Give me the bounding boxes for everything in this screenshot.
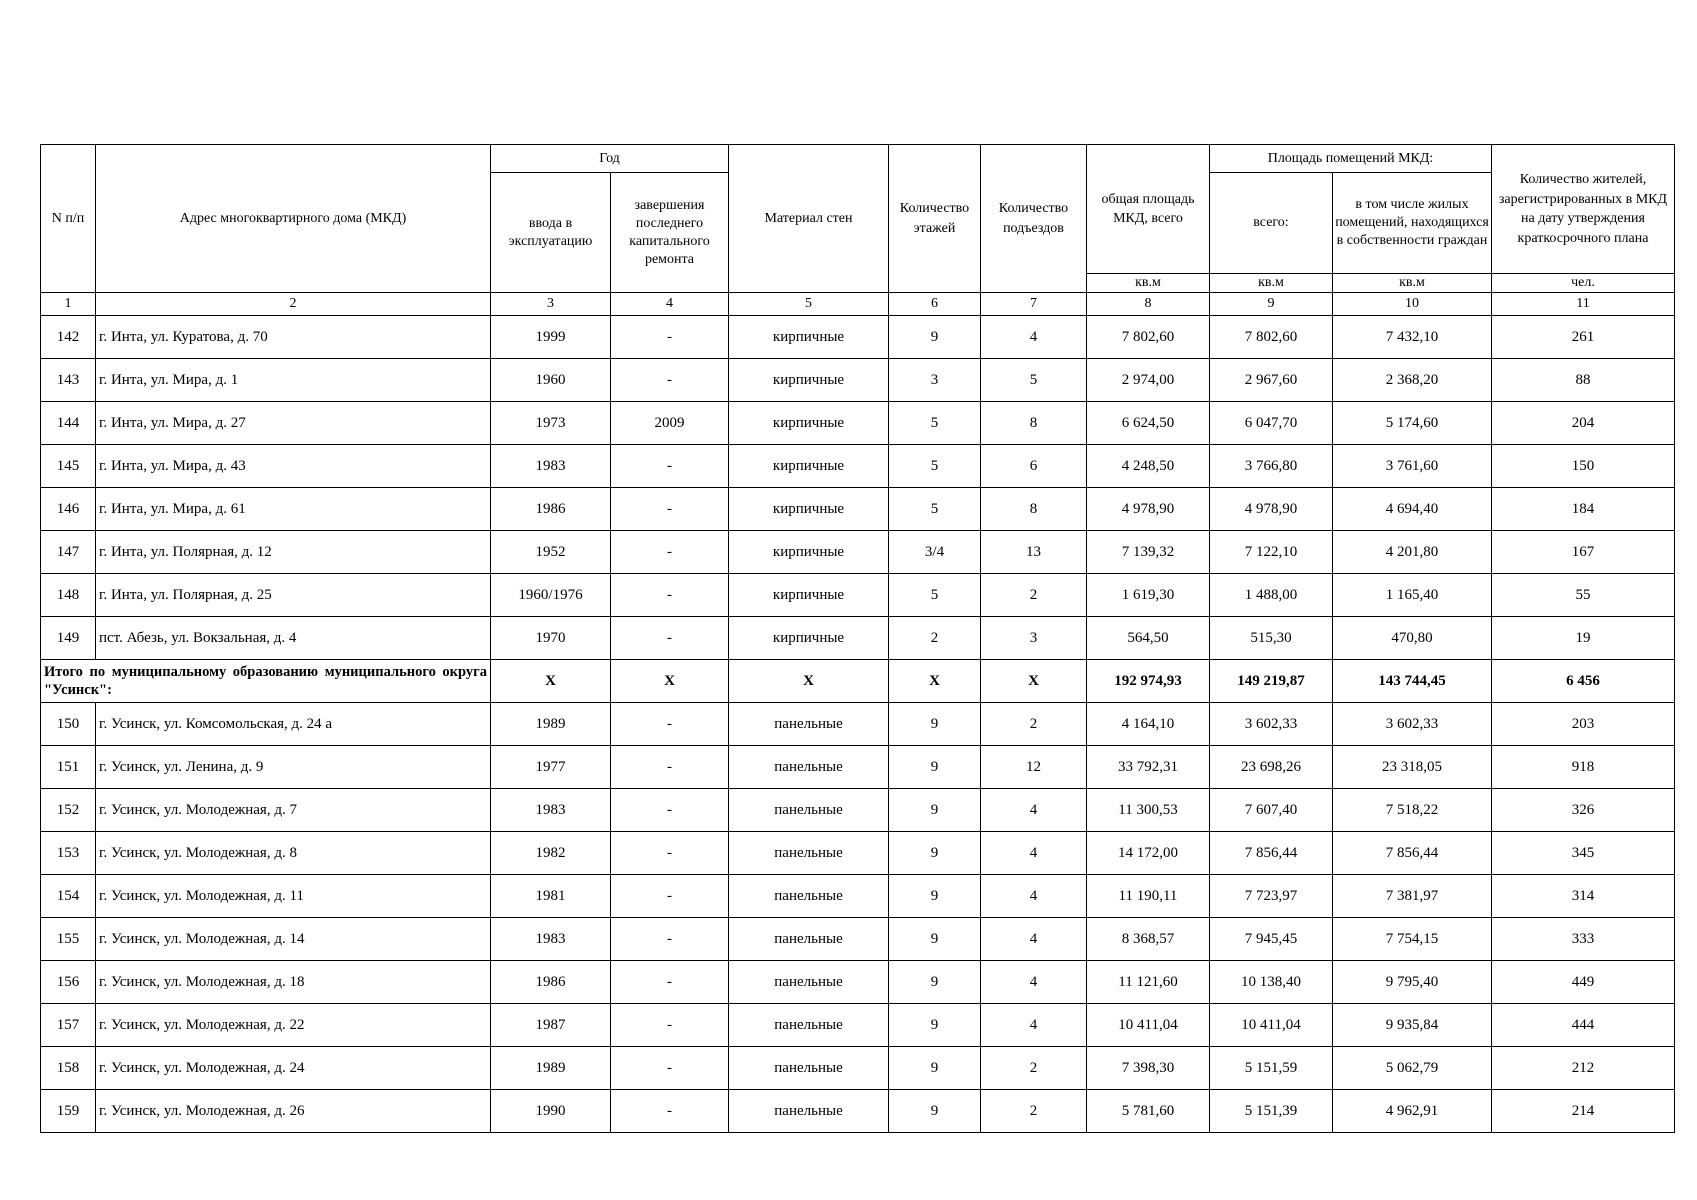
cell-address: г. Усинск, ул. Молодежная, д. 22	[96, 1004, 491, 1047]
cell-entrances: 8	[981, 488, 1087, 531]
cell-address: г. Усинск, ул. Молодежная, д. 18	[96, 961, 491, 1004]
cell-wall: кирпичные	[729, 316, 889, 359]
cell-address: г. Усинск, ул. Молодежная, д. 7	[96, 789, 491, 832]
table-row	[41, 1004, 1675, 1047]
cell-address: пст. Абезь, ул. Вокзальная, д. 4	[96, 617, 491, 660]
cell-address: г. Инта, ул. Полярная, д. 12	[96, 531, 491, 574]
table-row	[41, 359, 1675, 402]
cell-residents: 184	[1492, 488, 1675, 531]
cell-num: 154	[41, 875, 96, 918]
cell-premises-private: 3 602,33	[1333, 703, 1492, 746]
total-premises-total: 149 219,87	[1210, 660, 1333, 703]
cell-total-area: 6 624,50	[1087, 402, 1210, 445]
cell-num: 158	[41, 1047, 96, 1090]
cell-premises-total: 3 602,33	[1210, 703, 1333, 746]
header-year-repair: завершения последнего капитального ремонта	[611, 173, 729, 293]
cell-year-repair: 2009	[611, 402, 729, 445]
cell-wall: панельные	[729, 746, 889, 789]
cell-premises-private: 5 062,79	[1333, 1047, 1492, 1090]
cell-year-in: 1977	[491, 746, 611, 789]
cell-num: 144	[41, 402, 96, 445]
cell-premises-private: 23 318,05	[1333, 746, 1492, 789]
cell-entrances: 4	[981, 918, 1087, 961]
cell-premises-private: 7 856,44	[1333, 832, 1492, 875]
cell-premises-total: 5 151,59	[1210, 1047, 1333, 1090]
header-total-area: общая площадь МКД, всего	[1087, 145, 1210, 274]
cell-address: г. Усинск, ул. Молодежная, д. 14	[96, 918, 491, 961]
cell-year-repair: -	[611, 918, 729, 961]
cell-premises-private: 4 962,91	[1333, 1090, 1492, 1133]
cell-total-area: 1 619,30	[1087, 574, 1210, 617]
column-number: 7	[981, 293, 1087, 316]
cell-total-area: 5 781,60	[1087, 1090, 1210, 1133]
cell-wall: кирпичные	[729, 445, 889, 488]
cell-residents: 333	[1492, 918, 1675, 961]
cell-year-repair: -	[611, 531, 729, 574]
total-wall: X	[729, 660, 889, 703]
cell-premises-private: 7 381,97	[1333, 875, 1492, 918]
cell-premises-private: 470,80	[1333, 617, 1492, 660]
table-row	[41, 574, 1675, 617]
column-number: 11	[1492, 293, 1675, 316]
cell-year-in: 1973	[491, 402, 611, 445]
cell-floors: 9	[889, 832, 981, 875]
cell-wall: панельные	[729, 918, 889, 961]
cell-floors: 9	[889, 1004, 981, 1047]
total-premises-private: 143 744,45	[1333, 660, 1492, 703]
cell-premises-total: 10 411,04	[1210, 1004, 1333, 1047]
cell-premises-total: 7 802,60	[1210, 316, 1333, 359]
cell-year-in: 1982	[491, 832, 611, 875]
cell-floors: 3/4	[889, 531, 981, 574]
column-number: 10	[1333, 293, 1492, 316]
cell-address: г. Усинск, ул. Молодежная, д. 24	[96, 1047, 491, 1090]
table-total-section	[41, 660, 1675, 703]
cell-entrances: 2	[981, 1047, 1087, 1090]
cell-year-repair: -	[611, 1090, 729, 1133]
cell-premises-total: 4 978,90	[1210, 488, 1333, 531]
cell-entrances: 4	[981, 316, 1087, 359]
cell-entrances: 4	[981, 875, 1087, 918]
cell-num: 153	[41, 832, 96, 875]
cell-year-in: 1986	[491, 488, 611, 531]
cell-total-area: 564,50	[1087, 617, 1210, 660]
cell-num: 147	[41, 531, 96, 574]
cell-floors: 9	[889, 1090, 981, 1133]
cell-floors: 5	[889, 488, 981, 531]
cell-residents: 314	[1492, 875, 1675, 918]
cell-floors: 9	[889, 703, 981, 746]
cell-entrances: 5	[981, 359, 1087, 402]
cell-premises-total: 6 047,70	[1210, 402, 1333, 445]
cell-total-area: 11 300,53	[1087, 789, 1210, 832]
cell-premises-total: 515,30	[1210, 617, 1333, 660]
total-row	[41, 660, 1675, 703]
cell-year-in: 1983	[491, 445, 611, 488]
total-year-in: X	[491, 660, 611, 703]
table-row	[41, 961, 1675, 1004]
document-sheet	[40, 144, 1674, 1133]
cell-premises-total: 7 945,45	[1210, 918, 1333, 961]
cell-total-area: 14 172,00	[1087, 832, 1210, 875]
cell-premises-total: 7 856,44	[1210, 832, 1333, 875]
cell-total-area: 33 792,31	[1087, 746, 1210, 789]
cell-premises-private: 5 174,60	[1333, 402, 1492, 445]
cell-address: г. Усинск, ул. Молодежная, д. 8	[96, 832, 491, 875]
cell-entrances: 4	[981, 832, 1087, 875]
header-premises-private: в том числе жилых помещений, находящихся в собственности граждан	[1333, 173, 1492, 274]
cell-entrances: 13	[981, 531, 1087, 574]
cell-floors: 5	[889, 402, 981, 445]
cell-floors: 5	[889, 574, 981, 617]
cell-total-area: 7 398,30	[1087, 1047, 1210, 1090]
cell-premises-total: 7 723,97	[1210, 875, 1333, 918]
cell-year-repair: -	[611, 746, 729, 789]
cell-residents: 55	[1492, 574, 1675, 617]
column-number: 3	[491, 293, 611, 316]
cell-premises-total: 2 967,60	[1210, 359, 1333, 402]
cell-entrances: 2	[981, 703, 1087, 746]
cell-wall: панельные	[729, 1047, 889, 1090]
cell-year-repair: -	[611, 359, 729, 402]
header-entrances: Количество подъездов	[981, 145, 1087, 293]
unit-premises-private: кв.м	[1333, 274, 1492, 293]
cell-entrances: 4	[981, 789, 1087, 832]
header-wall: Материал стен	[729, 145, 889, 293]
cell-premises-total: 7 122,10	[1210, 531, 1333, 574]
cell-year-in: 1986	[491, 961, 611, 1004]
table-row	[41, 789, 1675, 832]
cell-entrances: 4	[981, 961, 1087, 1004]
cell-address: г. Инта, ул. Куратова, д. 70	[96, 316, 491, 359]
header-num: N п/п	[41, 145, 96, 293]
cell-address: г. Инта, ул. Мира, д. 1	[96, 359, 491, 402]
cell-wall: кирпичные	[729, 402, 889, 445]
total-label: Итого по муниципальному образованию муниципального округа "Усинск":	[41, 660, 491, 703]
cell-total-area: 7 802,60	[1087, 316, 1210, 359]
cell-address: г. Инта, ул. Полярная, д. 25	[96, 574, 491, 617]
cell-address: г. Усинск, ул. Молодежная, д. 26	[96, 1090, 491, 1133]
cell-total-area: 8 368,57	[1087, 918, 1210, 961]
cell-address: г. Инта, ул. Мира, д. 43	[96, 445, 491, 488]
cell-total-area: 10 411,04	[1087, 1004, 1210, 1047]
total-year-repair: X	[611, 660, 729, 703]
cell-num: 157	[41, 1004, 96, 1047]
column-number: 1	[41, 293, 96, 316]
cell-year-in: 1999	[491, 316, 611, 359]
table-row	[41, 918, 1675, 961]
column-number-row	[41, 293, 1675, 316]
cell-address: г. Усинск, ул. Комсомольская, д. 24 а	[96, 703, 491, 746]
header-premises-area: Площадь помещений МКД:	[1210, 145, 1492, 173]
cell-year-repair: -	[611, 574, 729, 617]
column-number: 9	[1210, 293, 1333, 316]
cell-year-in: 1970	[491, 617, 611, 660]
table-row	[41, 1047, 1675, 1090]
cell-floors: 9	[889, 961, 981, 1004]
cell-num: 152	[41, 789, 96, 832]
cell-year-repair: -	[611, 875, 729, 918]
cell-year-repair: -	[611, 832, 729, 875]
cell-wall: кирпичные	[729, 574, 889, 617]
cell-residents: 444	[1492, 1004, 1675, 1047]
cell-premises-private: 4 201,80	[1333, 531, 1492, 574]
table-row	[41, 445, 1675, 488]
cell-total-area: 4 164,10	[1087, 703, 1210, 746]
cell-year-repair: -	[611, 703, 729, 746]
cell-wall: кирпичные	[729, 617, 889, 660]
cell-wall: кирпичные	[729, 488, 889, 531]
cell-year-repair: -	[611, 445, 729, 488]
table-body-inta	[41, 316, 1675, 660]
cell-address: г. Усинск, ул. Молодежная, д. 11	[96, 875, 491, 918]
cell-premises-total: 3 766,80	[1210, 445, 1333, 488]
cell-address: г. Усинск, ул. Ленина, д. 9	[96, 746, 491, 789]
cell-year-in: 1987	[491, 1004, 611, 1047]
cell-floors: 5	[889, 445, 981, 488]
table-row	[41, 832, 1675, 875]
column-number: 6	[889, 293, 981, 316]
cell-year-in: 1960	[491, 359, 611, 402]
cell-premises-total: 10 138,40	[1210, 961, 1333, 1004]
cell-premises-private: 3 761,60	[1333, 445, 1492, 488]
cell-floors: 3	[889, 359, 981, 402]
cell-entrances: 2	[981, 574, 1087, 617]
total-entrances: X	[981, 660, 1087, 703]
unit-residents: чел.	[1492, 274, 1675, 293]
cell-num: 155	[41, 918, 96, 961]
cell-wall: панельные	[729, 1004, 889, 1047]
cell-total-area: 7 139,32	[1087, 531, 1210, 574]
table-row	[41, 488, 1675, 531]
cell-wall: панельные	[729, 961, 889, 1004]
column-number: 4	[611, 293, 729, 316]
header-floors: Количество этажей	[889, 145, 981, 293]
cell-num: 150	[41, 703, 96, 746]
mkd-table	[40, 144, 1675, 1133]
cell-premises-total: 1 488,00	[1210, 574, 1333, 617]
total-floors: X	[889, 660, 981, 703]
header-year: Год	[491, 145, 729, 173]
cell-premises-private: 9 935,84	[1333, 1004, 1492, 1047]
table-row	[41, 875, 1675, 918]
cell-premises-private: 4 694,40	[1333, 488, 1492, 531]
column-number: 5	[729, 293, 889, 316]
cell-floors: 9	[889, 746, 981, 789]
cell-residents: 204	[1492, 402, 1675, 445]
cell-premises-private: 7 432,10	[1333, 316, 1492, 359]
cell-entrances: 8	[981, 402, 1087, 445]
cell-entrances: 2	[981, 1090, 1087, 1133]
header-year-commission: ввода в эксплуатацию	[491, 173, 611, 293]
cell-year-in: 1960/1976	[491, 574, 611, 617]
cell-floors: 2	[889, 617, 981, 660]
cell-premises-private: 1 165,40	[1333, 574, 1492, 617]
table-body-usinsk	[41, 703, 1675, 1133]
cell-total-area: 2 974,00	[1087, 359, 1210, 402]
cell-total-area: 11 121,60	[1087, 961, 1210, 1004]
cell-residents: 261	[1492, 316, 1675, 359]
cell-num: 148	[41, 574, 96, 617]
cell-year-in: 1981	[491, 875, 611, 918]
table-row	[41, 531, 1675, 574]
cell-wall: панельные	[729, 875, 889, 918]
cell-year-repair: -	[611, 488, 729, 531]
cell-num: 145	[41, 445, 96, 488]
table-row	[41, 703, 1675, 746]
cell-year-in: 1990	[491, 1090, 611, 1133]
table-row	[41, 1090, 1675, 1133]
cell-wall: панельные	[729, 832, 889, 875]
header-premises-total: всего:	[1210, 173, 1333, 274]
cell-floors: 9	[889, 316, 981, 359]
cell-year-repair: -	[611, 789, 729, 832]
cell-entrances: 12	[981, 746, 1087, 789]
header-address: Адрес многоквартирного дома (МКД)	[96, 145, 491, 293]
cell-entrances: 3	[981, 617, 1087, 660]
cell-year-in: 1989	[491, 1047, 611, 1090]
table-row	[41, 316, 1675, 359]
unit-premises-total: кв.м	[1210, 274, 1333, 293]
cell-year-in: 1983	[491, 789, 611, 832]
cell-residents: 88	[1492, 359, 1675, 402]
cell-residents: 345	[1492, 832, 1675, 875]
cell-premises-private: 7 754,15	[1333, 918, 1492, 961]
cell-premises-private: 2 368,20	[1333, 359, 1492, 402]
cell-total-area: 11 190,11	[1087, 875, 1210, 918]
table-row	[41, 617, 1675, 660]
cell-entrances: 6	[981, 445, 1087, 488]
cell-premises-private: 7 518,22	[1333, 789, 1492, 832]
cell-num: 151	[41, 746, 96, 789]
cell-residents: 19	[1492, 617, 1675, 660]
cell-residents: 167	[1492, 531, 1675, 574]
cell-premises-private: 9 795,40	[1333, 961, 1492, 1004]
cell-year-repair: -	[611, 1047, 729, 1090]
cell-wall: панельные	[729, 703, 889, 746]
cell-residents: 918	[1492, 746, 1675, 789]
cell-wall: кирпичные	[729, 359, 889, 402]
cell-premises-total: 5 151,39	[1210, 1090, 1333, 1133]
total-total-area: 192 974,93	[1087, 660, 1210, 703]
cell-residents: 150	[1492, 445, 1675, 488]
column-number: 8	[1087, 293, 1210, 316]
cell-num: 142	[41, 316, 96, 359]
cell-wall: панельные	[729, 789, 889, 832]
header-residents: Количество жителей, зарегистрированных в МКД на дату утверждения краткосрочного плана	[1492, 145, 1675, 274]
cell-floors: 9	[889, 875, 981, 918]
cell-year-in: 1989	[491, 703, 611, 746]
cell-residents: 326	[1492, 789, 1675, 832]
cell-year-repair: -	[611, 961, 729, 1004]
table-row	[41, 746, 1675, 789]
cell-total-area: 4 248,50	[1087, 445, 1210, 488]
cell-premises-total: 23 698,26	[1210, 746, 1333, 789]
cell-residents: 203	[1492, 703, 1675, 746]
cell-entrances: 4	[981, 1004, 1087, 1047]
cell-wall: кирпичные	[729, 531, 889, 574]
cell-residents: 214	[1492, 1090, 1675, 1133]
cell-wall: панельные	[729, 1090, 889, 1133]
cell-year-in: 1952	[491, 531, 611, 574]
cell-floors: 9	[889, 789, 981, 832]
cell-num: 146	[41, 488, 96, 531]
cell-year-repair: -	[611, 1004, 729, 1047]
cell-year-in: 1983	[491, 918, 611, 961]
cell-year-repair: -	[611, 617, 729, 660]
cell-num: 143	[41, 359, 96, 402]
cell-residents: 212	[1492, 1047, 1675, 1090]
cell-address: г. Инта, ул. Мира, д. 27	[96, 402, 491, 445]
cell-premises-total: 7 607,40	[1210, 789, 1333, 832]
cell-total-area: 4 978,90	[1087, 488, 1210, 531]
column-number: 2	[96, 293, 491, 316]
cell-residents: 449	[1492, 961, 1675, 1004]
cell-num: 159	[41, 1090, 96, 1133]
table-row	[41, 402, 1675, 445]
cell-address: г. Инта, ул. Мира, д. 61	[96, 488, 491, 531]
cell-num: 156	[41, 961, 96, 1004]
total-residents: 6 456	[1492, 660, 1675, 703]
cell-floors: 9	[889, 918, 981, 961]
cell-floors: 9	[889, 1047, 981, 1090]
unit-total-area: кв.м	[1087, 274, 1210, 293]
cell-year-repair: -	[611, 316, 729, 359]
cell-num: 149	[41, 617, 96, 660]
